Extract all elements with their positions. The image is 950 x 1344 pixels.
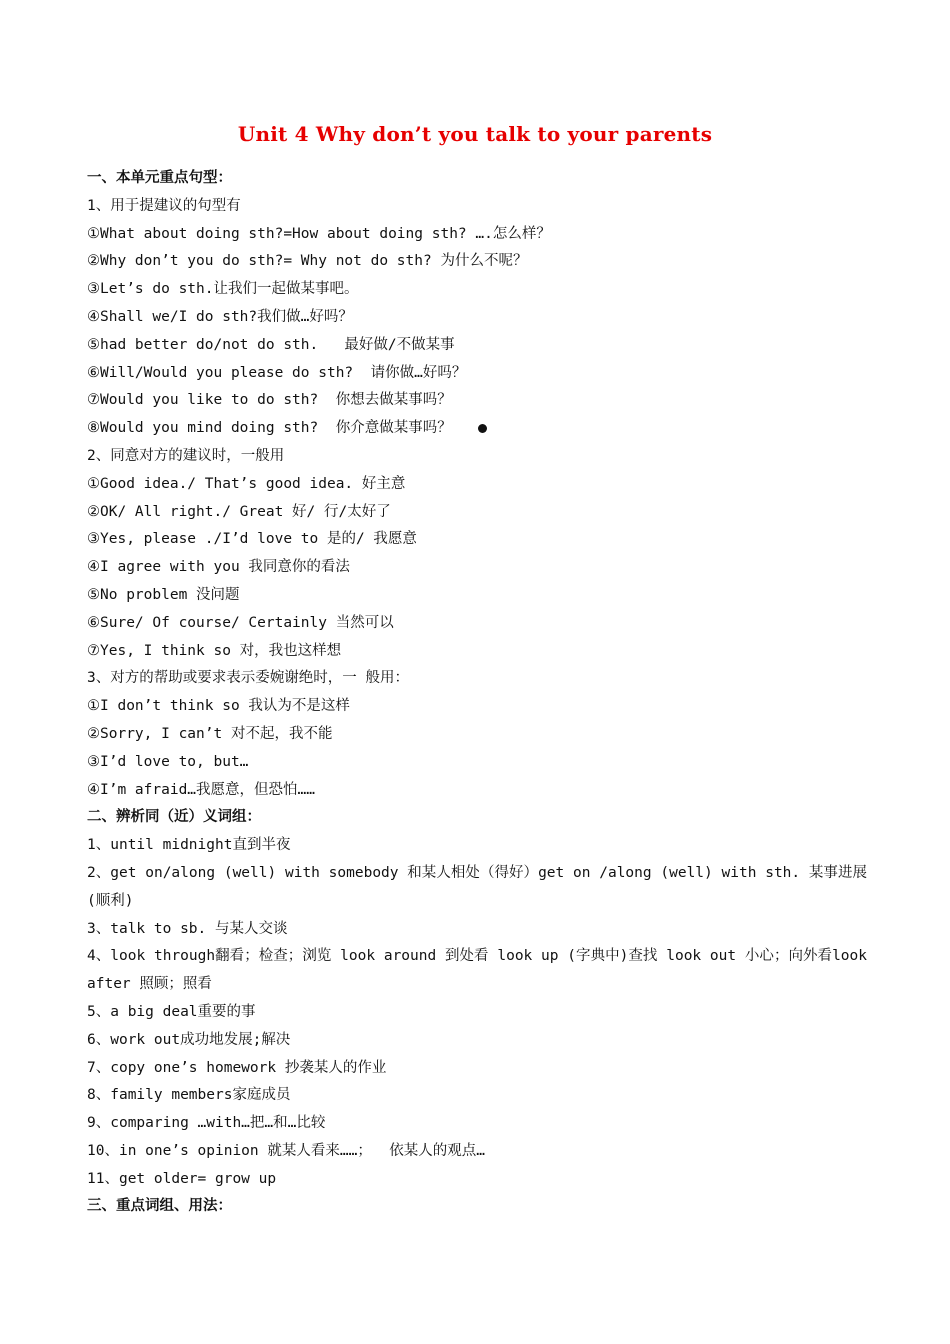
list-item: ②Sorry, I can’t 对不起，我不能 xyxy=(87,725,333,742)
list-item: ⑥Sure/ Of course/ Certainly 当然可以 xyxy=(87,614,394,631)
document-title: Unit 4 Why don’t you talk to your parents xyxy=(237,122,713,146)
section-heading: 一、本单元重点句型： xyxy=(87,170,232,186)
section-heading: 二、辨析同（近）义词组： xyxy=(87,809,261,826)
document-body xyxy=(87,165,867,1221)
list-item: ⑤No problem 没问题 xyxy=(87,586,240,603)
list-item: 11、get older= grow up xyxy=(87,1170,277,1187)
subsection-label: 3、对方的帮助或要求表示委婉谢绝时，一 般用： xyxy=(87,670,409,687)
list-item: ⑥Will/Would you please do sth? 请你做…好吗？ xyxy=(87,364,467,381)
list-item: 6、work out成功地发展;解决 xyxy=(87,1031,291,1048)
list-item: 2、get on/along (well) with somebody 和某人相处（得好）get on /along (well) with sth. 某事进展(顺利) xyxy=(87,864,867,909)
list-item: 8、family members家庭成员 xyxy=(87,1087,291,1104)
list-item: 7、copy one’s homework 抄袭某人的作业 xyxy=(87,1059,387,1076)
list-item: ②Why don’t you do sth?= Why not do sth? 为什么不呢？ xyxy=(87,253,528,270)
list-item: ④I agree with you 我同意你的看法 xyxy=(87,559,350,576)
list-item: ①I don’t think so 我认为不是这样 xyxy=(87,698,350,715)
list-item: ③Yes, please ./I’d love to 是的/ 我愿意 xyxy=(87,531,417,548)
bullet-dot-icon xyxy=(478,424,487,433)
list-item: ⑤had better do/not do sth. 最好做/不做某事 xyxy=(87,336,455,353)
list-item: 5、a big deal重要的事 xyxy=(87,1003,256,1020)
list-item: 10、in one’s opinion 就某人看来……； 依某人的观点… xyxy=(87,1142,486,1159)
list-item-text: ⑧Would you mind doing sth? 你介意做某事吗？ xyxy=(87,420,452,437)
list-item: 4、look through翻看；检查；浏览 look around 到处看 look up (字典中)查找 look out 小心；向外看look after 照顾；照看 xyxy=(87,948,867,993)
list-item: ⑦Yes, I think so 对，我也这样想 xyxy=(87,642,342,659)
list-item: ③I’d love to, but… xyxy=(87,753,249,770)
list-item: ①Good idea./ That’s good idea. 好主意 xyxy=(87,475,406,492)
list-item: 9、comparing …with…把…和…比较 xyxy=(87,1115,326,1132)
list-item: ①What about doing sth?=How about doing sth? ….怎么样？ xyxy=(87,225,551,242)
list-item: ⑦Would you like to do sth? 你想去做某事吗？ xyxy=(87,392,452,409)
list-item: ④Shall we/I do sth?我们做…好吗？ xyxy=(87,308,353,325)
list-item: 3、talk to sb. 与某人交谈 xyxy=(87,920,288,937)
list-item: ③Let’s do sth.让我们一起做某事吧。 xyxy=(87,281,359,298)
subsection-label: 1、用于提建议的句型有 xyxy=(87,197,241,214)
section-heading: 三、重点词组、用法： xyxy=(87,1198,232,1215)
subsection-label: 2、同意对方的建议时，一般用 xyxy=(87,447,285,464)
list-item-with-bullet xyxy=(87,415,867,443)
list-item: 1、until midnight直到半夜 xyxy=(87,837,291,854)
list-item: ④I’m afraid…我愿意，但恐怕…… xyxy=(87,781,315,798)
list-item: ②OK/ All right./ Great 好/ 行/太好了 xyxy=(87,503,391,520)
